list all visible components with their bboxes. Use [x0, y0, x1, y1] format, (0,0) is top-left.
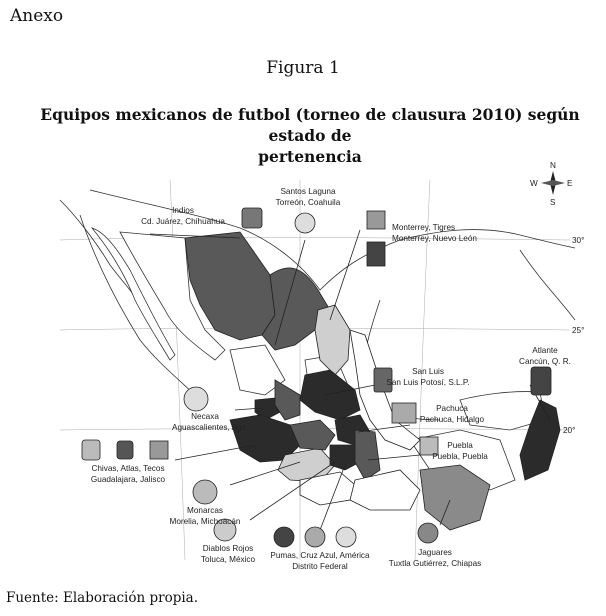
- pachuca-crest-icon: [392, 403, 416, 423]
- sanluis-city: San Luis Potosí, S.L.P.: [386, 378, 470, 387]
- state-san-luis-potosi: [300, 370, 360, 420]
- compass-e: E: [567, 179, 573, 188]
- compass-s: S: [550, 198, 556, 207]
- necaxa-crest-icon: [184, 387, 208, 411]
- indios-crest-icon: [242, 208, 262, 228]
- lat-30-label: 30°: [572, 236, 585, 245]
- lat-25-label: 25°: [572, 326, 585, 335]
- chivas-crest-icon: [82, 440, 100, 460]
- toluca-name: Diablos Rojos: [202, 544, 254, 553]
- monarcas-crest-icon: [193, 480, 217, 504]
- tecos-crest-icon: [150, 441, 168, 459]
- state-oaxaca: [350, 470, 420, 510]
- compass-rose: [530, 161, 573, 207]
- source-note: Fuente: Elaboración propia.: [6, 590, 199, 606]
- indios-name: Indios: [172, 206, 194, 215]
- sanluis-name: San Luis: [412, 367, 444, 376]
- monarcas-city: Morelia, Michoacán: [169, 517, 241, 526]
- guadalajara-teams: Chivas, Atlas, Tecos: [91, 464, 165, 473]
- atlante-name: Atlante: [532, 346, 558, 355]
- title-line-2: pertenencia: [258, 147, 362, 166]
- df-teams: Pumas, Cruz Azul, América: [270, 551, 370, 560]
- santos-crest-icon: [295, 213, 315, 233]
- state-zacatecas: [275, 380, 300, 420]
- compass-w: W: [530, 179, 538, 188]
- necaxa-city: Aguascalientes, Ags.: [171, 423, 249, 432]
- tigres-crest-icon: [367, 242, 385, 266]
- santos-name: Santos Laguna: [280, 187, 336, 196]
- puebla-name: Puebla: [447, 441, 473, 450]
- monarcas-name: Monarcas: [187, 506, 223, 515]
- toluca-city: Toluca, México: [200, 555, 256, 564]
- necaxa-name: Necaxa: [191, 412, 219, 421]
- annex-heading: Anexo: [10, 6, 64, 26]
- pachuca-city: Pachuca, Hidalgo: [419, 415, 485, 424]
- america-crest-icon: [336, 527, 356, 547]
- jaguares-crest-icon: [418, 523, 438, 543]
- compass-n: N: [550, 161, 556, 170]
- guadalajara-city: Guadalajara, Jalisco: [90, 475, 166, 484]
- monterrey-name: Monterrey, Tigres: [392, 223, 456, 232]
- pachuca-name: Pachuca: [436, 404, 468, 413]
- monterrey-crest-icon: [367, 211, 385, 229]
- title-line-1: Equipos mexicanos de futbol (torneo de clausura 2010) según estado de: [40, 105, 580, 145]
- puebla-city: Puebla, Puebla: [432, 452, 488, 461]
- santos-city: Torreón, Coahuila: [275, 198, 341, 207]
- jaguares-name: Jaguares: [418, 548, 452, 557]
- atlante-crest-icon: [531, 367, 551, 395]
- df-city: Distrito Federal: [292, 562, 348, 571]
- indios-city: Cd. Juárez, Chihuahua: [141, 217, 225, 226]
- cruzazul-crest-icon: [305, 527, 325, 547]
- figure-label: Figura 1: [266, 58, 340, 78]
- jaguares-city: Tuxtla Gutiérrez, Chiapas: [388, 559, 482, 568]
- atlas-crest-icon: [117, 441, 133, 459]
- state-puebla: [355, 430, 380, 480]
- monterrey-city: Monterrey, Nuevo León: [392, 234, 477, 243]
- atlante-city: Cancún, Q. R.: [519, 357, 571, 366]
- pumas-crest-icon: [274, 527, 294, 547]
- lat-20-label: 20°: [563, 426, 576, 435]
